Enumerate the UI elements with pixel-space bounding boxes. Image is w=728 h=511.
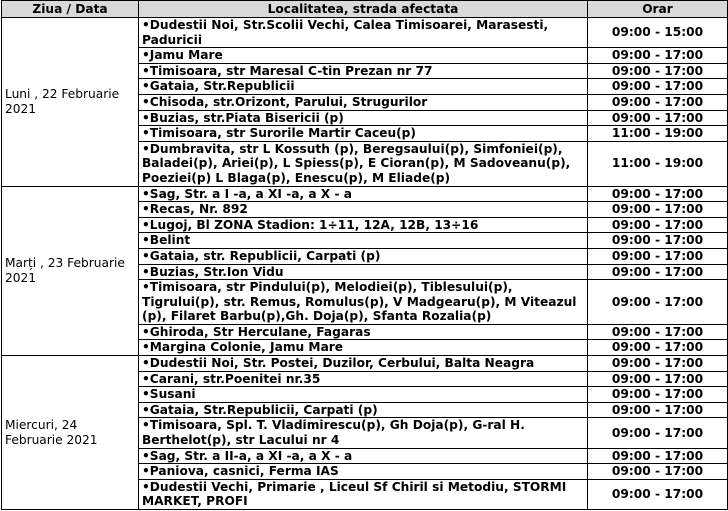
time-cell: 09:00 - 17:00 bbox=[588, 324, 728, 340]
location-cell: •Chisoda, str.Orizont, Parului, Strugurilor bbox=[139, 94, 588, 110]
schedule-body bbox=[2, 18, 728, 510]
time-cell: 09:00 - 17:00 bbox=[588, 233, 728, 249]
location-cell: •Margina Colonie, Jamu Mare bbox=[139, 340, 588, 356]
time-cell: 09:00 - 17:00 bbox=[588, 371, 728, 387]
header-location: Localitatea, strada afectata bbox=[139, 1, 588, 18]
location-cell: •Paniova, casnici, Ferma IAS bbox=[139, 464, 588, 480]
time-cell: 09:00 - 17:00 bbox=[588, 448, 728, 464]
location-cell: •Belint bbox=[139, 233, 588, 249]
time-cell: 09:00 - 17:00 bbox=[588, 356, 728, 372]
outage-schedule-table bbox=[1, 0, 728, 510]
header-row bbox=[2, 1, 728, 18]
time-cell: 09:00 - 17:00 bbox=[588, 479, 728, 509]
time-cell: 09:00 - 17:00 bbox=[588, 387, 728, 403]
location-cell: •Lugoj, Bl ZONA Stadion: 1÷11, 12A, 12B, 13÷16 bbox=[139, 217, 588, 233]
table-row bbox=[2, 18, 728, 48]
time-cell: 11:00 - 19:00 bbox=[588, 141, 728, 186]
time-cell: 09:00 - 17:00 bbox=[588, 248, 728, 264]
location-cell: •Timisoara, str Maresal C-tin Prezan nr 77 bbox=[139, 63, 588, 79]
location-cell: •Dudestii Noi, Str. Postei, Duzilor, Cerbului, Balta Neagra bbox=[139, 356, 588, 372]
time-cell: 09:00 - 17:00 bbox=[588, 110, 728, 126]
time-cell: 09:00 - 17:00 bbox=[588, 63, 728, 79]
time-cell: 11:00 - 19:00 bbox=[588, 126, 728, 142]
location-cell: •Dudestii Vechi, Primarie , Liceul Sf Chiril si Metodiu, STORMI MARKET, PROFI bbox=[139, 479, 588, 509]
location-cell: •Dumbravita, str L Kossuth (p), Beregsaului(p), Simfoniei(p), Baladei(p), Ariei(p), L Spiess(p), E Cioran(p), M Sadoveanu(p), Poeziei(p) L Blaga(p), Enescu(p), M Eliade(p) bbox=[139, 141, 588, 186]
time-cell: 09:00 - 17:00 bbox=[588, 418, 728, 448]
day-date-cell: Marți , 23 Februarie 2021 bbox=[2, 186, 139, 356]
location-cell: •Timisoara, str Pindului(p), Melodiei(p), Tiblesului(p), Tigrului(p), str. Remus, Romulus(p), V Madgearu(p), M Viteazul (p), Filaret Barbu(p),Gh. Doja(p), Sfanta Rozalia(p) bbox=[139, 280, 588, 325]
location-cell: •Dudestii Noi, Str.Scolii Vechi, Calea Timisoarei, Marasesti, Paduricii bbox=[139, 18, 588, 48]
time-cell: 09:00 - 17:00 bbox=[588, 402, 728, 418]
header-day: Ziua / Data bbox=[2, 1, 139, 18]
table-row bbox=[2, 356, 728, 372]
location-cell: •Timisoara, str Surorile Martir Caceu(p) bbox=[139, 126, 588, 142]
location-cell: •Jamu Mare bbox=[139, 48, 588, 64]
time-cell: 09:00 - 17:00 bbox=[588, 340, 728, 356]
time-cell: 09:00 - 17:00 bbox=[588, 464, 728, 480]
location-cell: •Buzias, Str.Ion Vidu bbox=[139, 264, 588, 280]
time-cell: 09:00 - 17:00 bbox=[588, 280, 728, 325]
table-row bbox=[2, 186, 728, 202]
header-time: Orar bbox=[588, 1, 728, 18]
time-cell: 09:00 - 17:00 bbox=[588, 94, 728, 110]
location-cell: •Buzias, str.Piata Bisericii (p) bbox=[139, 110, 588, 126]
location-cell: •Recas, Nr. 892 bbox=[139, 202, 588, 218]
time-cell: 09:00 - 17:00 bbox=[588, 79, 728, 95]
location-cell: •Gataia, str. Republicii, Carpati (p) bbox=[139, 248, 588, 264]
location-cell: •Carani, str.Poenitei nr.35 bbox=[139, 371, 588, 387]
time-cell: 09:00 - 15:00 bbox=[588, 18, 728, 48]
day-date-cell: Luni , 22 Februarie 2021 bbox=[2, 18, 139, 187]
location-cell: •Gataia, Str.Republicii, Carpati (p) bbox=[139, 402, 588, 418]
day-date-cell: Miercuri, 24 Februarie 2021 bbox=[2, 356, 139, 510]
location-cell: •Timisoara, Spl. T. Vladimirescu(p), Gh Doja(p), G-ral H. Berthelot(p), str Lacului nr 4 bbox=[139, 418, 588, 448]
location-cell: •Sag, Str. a II-a, a XI -a, a X - a bbox=[139, 448, 588, 464]
location-cell: •Sag, Str. a I -a, a XI -a, a X - a bbox=[139, 186, 588, 202]
time-cell: 09:00 - 17:00 bbox=[588, 48, 728, 64]
time-cell: 09:00 - 17:00 bbox=[588, 217, 728, 233]
time-cell: 09:00 - 17:00 bbox=[588, 264, 728, 280]
location-cell: •Gataia, Str.Republicii bbox=[139, 79, 588, 95]
time-cell: 09:00 - 17:00 bbox=[588, 186, 728, 202]
time-cell: 09:00 - 17:00 bbox=[588, 202, 728, 218]
location-cell: •Ghiroda, Str Herculane, Fagaras bbox=[139, 324, 588, 340]
location-cell: •Susani bbox=[139, 387, 588, 403]
